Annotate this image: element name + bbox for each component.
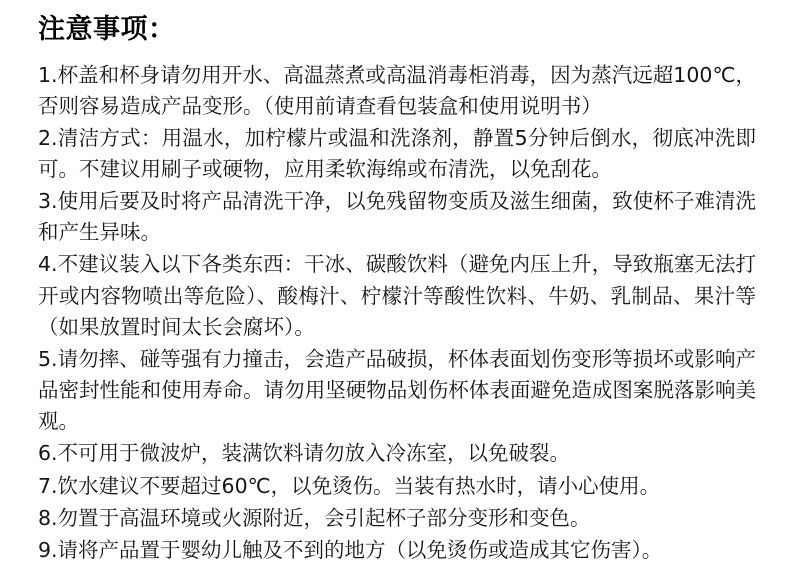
list-item: 8.勿置于高温环境或火源附近，会引起杯子部分变形和变色。 <box>38 503 756 534</box>
list-item: 1.杯盖和杯身请勿用开水、高温蒸煮或高温消毒柜消毒，因为蒸汽远超100℃，否则容易造成产品变形。（使用前请查看包装盒和使用说明书） <box>38 60 756 122</box>
notes-list <box>38 60 756 566</box>
list-item: 9.请将产品置于婴幼儿触及不到的地方（以免烫伤或造成其它伤害）。 <box>38 535 756 566</box>
page-title: 注意事项： <box>38 10 756 51</box>
list-item: 2.清洁方式：用温水，加柠檬片或温和洗涤剂，静置5分钟后倒水，彻底冲洗即可。不建议用刷子或硬物，应用柔软海绵或布清洗，以免刮花。 <box>38 123 756 185</box>
list-item: 6.不可用于微波炉，装满饮料请勿放入冷冻室，以免破裂。 <box>38 438 756 469</box>
list-item: 5.请勿摔、碰等强有力撞击，会造产品破损，杯体表面划伤变形等损坏或影响产品密封性能和使用寿命。请勿用坚硬物品划伤杯体表面避免造成图案脱落影响美观。 <box>38 344 756 437</box>
list-item: 3.使用后要及时将产品清洗干净，以免残留物变质及滋生细菌，致使杯子难清洗和产生异味。 <box>38 186 756 248</box>
list-item: 7.饮水建议不要超过60℃，以免烫伤。当装有热水时，请小心使用。 <box>38 471 756 502</box>
list-item: 4.不建议装入以下各类东西：干冰、碳酸饮料（避免内压上升，导致瓶塞无法打开或内容物喷出等危险）、酸梅汁、柠檬汁等酸性饮料、牛奶、乳制品、果汁等（如果放置时间太长会腐坏）。 <box>38 249 756 342</box>
